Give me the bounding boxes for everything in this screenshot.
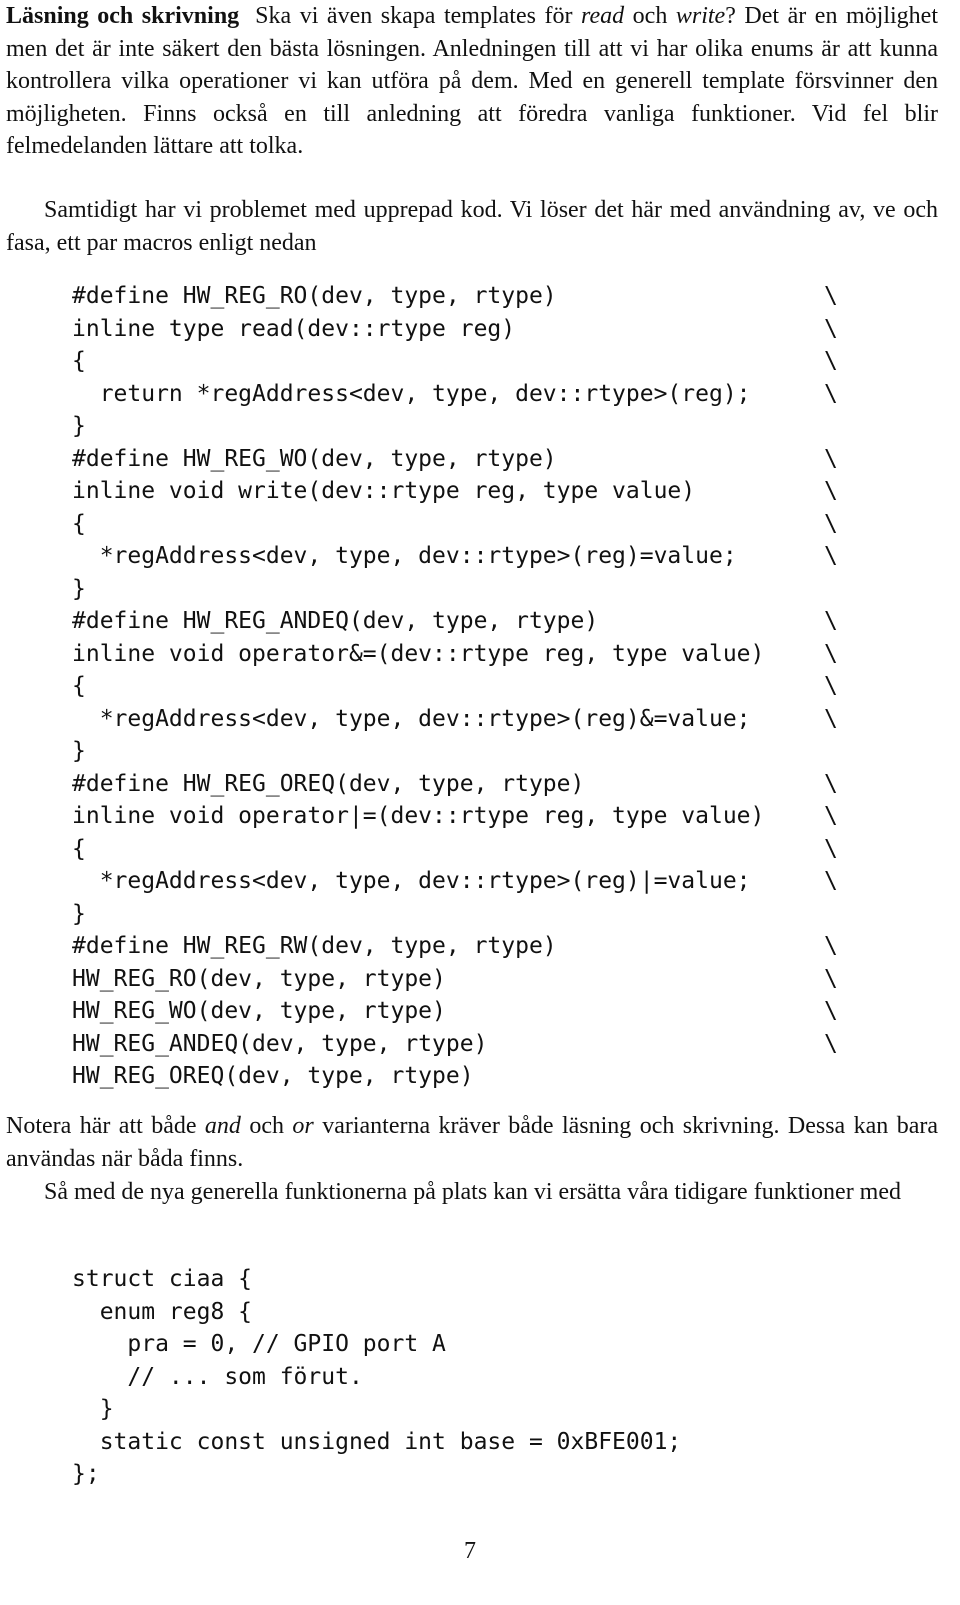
code-text: inline type read(dev::rtype reg) [72, 315, 516, 342]
intro-text-b: och [624, 3, 676, 29]
line-continuation: \ [824, 348, 838, 374]
code-line [72, 1263, 681, 1296]
line-continuation: \ [824, 933, 838, 959]
code-text: #define HW_REG_WO(dev, type, rtype) [72, 445, 557, 472]
page-number: 7 [464, 1538, 476, 1564]
code-line [72, 735, 764, 768]
line-continuation: \ [824, 315, 838, 342]
code-line [72, 573, 764, 606]
line-continuation: \ [824, 445, 838, 472]
code-line [72, 280, 838, 313]
repeated-code-paragraph [6, 194, 938, 259]
code-line [72, 313, 838, 346]
note-text-b: och [240, 1113, 293, 1139]
note-text-c: varianterna kräver både läsning och skrivning. Dessa kan bara användas när båda finns. [6, 1113, 938, 1172]
code-text: HW_REG_RO(dev, type, rtype) [72, 965, 446, 992]
repeated-code-text: Samtidigt har vi problemet med upprepad kod. Vi löser det här med användning av, ve och fasa, ett par macros enligt nedan [6, 197, 938, 256]
code-text: { [72, 348, 86, 374]
code-line [72, 930, 838, 963]
code-line [72, 670, 838, 703]
code-line [72, 1426, 681, 1459]
code-text: // ... som förut. [72, 1363, 363, 1390]
code-text: } [72, 1396, 114, 1422]
code-line [72, 345, 838, 378]
line-continuation: \ [824, 1030, 838, 1057]
code-text: return *regAddress<dev, type, dev::rtype>(reg); [72, 380, 751, 407]
and-keyword: and [204, 1113, 241, 1139]
code-line [72, 378, 838, 411]
code-text: } [72, 413, 86, 439]
code-line [72, 800, 838, 833]
line-continuation: \ [824, 705, 838, 732]
line-continuation: \ [824, 803, 838, 829]
replace-text: Så med de nya generella funktionerna på plats kan vi ersätta våra tidigare funktioner med [44, 1179, 902, 1205]
code-text: HW_REG_OREQ(dev, type, rtype) [72, 1063, 474, 1089]
code-line [72, 540, 838, 573]
line-continuation: \ [824, 510, 838, 537]
code-line [72, 1328, 681, 1361]
line-continuation: \ [824, 283, 838, 309]
note-paragraph [6, 1110, 938, 1175]
line-continuation: \ [824, 608, 838, 634]
code-text: }; [72, 1461, 100, 1487]
code-line [72, 1361, 681, 1394]
code-text: { [72, 510, 86, 537]
intro-text-c: ? Det är en möjlighet men det är inte säkert den bästa lösningen. Anledningen till att vi har olika enums är att kunna kontrollera vilka operationer vi kan utföra på dem. Med en generell template försvinner den möjligheten. Finns också en till anledning att föredra vanliga funktioner. Vid fel blir felmedelanden lättare att tolka. [6, 3, 938, 159]
code-line [72, 865, 838, 898]
intro-text-a: Ska vi även skapa templates för [255, 3, 582, 29]
code-text: inline void operator|=(dev::rtype reg, type value) [72, 803, 765, 829]
code-text: pra = 0, // GPIO port A [72, 1331, 446, 1357]
line-continuation: \ [824, 770, 838, 797]
code-line [72, 1458, 681, 1491]
code-line [72, 1393, 681, 1426]
intro-paragraph [6, 0, 938, 163]
code-text: HW_REG_WO(dev, type, rtype) [72, 998, 446, 1024]
code-text: static const unsigned int base = 0xBFE001; [72, 1428, 682, 1455]
macro-code-block [72, 280, 838, 1093]
line-continuation: \ [824, 673, 838, 699]
line-continuation: \ [824, 478, 838, 504]
code-text: } [72, 575, 86, 602]
code-text: } [72, 738, 86, 764]
code-line [72, 443, 838, 476]
replace-paragraph [6, 1176, 938, 1209]
line-continuation: \ [824, 640, 838, 667]
code-text: #define HW_REG_RW(dev, type, rtype) [72, 933, 557, 959]
code-text: enum reg8 { [72, 1298, 253, 1325]
code-line [72, 1296, 681, 1329]
line-continuation: \ [824, 868, 838, 894]
code-line [72, 475, 838, 508]
code-text: #define HW_REG_RO(dev, type, rtype) [72, 283, 557, 309]
code-text: struct ciaa { [72, 1266, 253, 1292]
code-text: { [72, 673, 86, 699]
code-text: inline void operator&=(dev::rtype reg, type value) [72, 640, 765, 667]
code-line [72, 995, 838, 1028]
section-heading: Läsning och skrivning [6, 3, 240, 29]
code-line [72, 605, 838, 638]
code-text: } [72, 900, 86, 927]
code-text: HW_REG_ANDEQ(dev, type, rtype) [72, 1030, 488, 1057]
code-text: inline void write(dev::rtype reg, type value) [72, 478, 696, 504]
code-line [72, 963, 838, 996]
code-text: *regAddress<dev, type, dev::rtype>(reg)=value; [72, 543, 737, 569]
code-text: { [72, 835, 86, 862]
line-continuation: \ [824, 380, 838, 407]
code-line [72, 508, 838, 541]
code-line [72, 1060, 764, 1093]
code-text: #define HW_REG_ANDEQ(dev, type, rtype) [72, 608, 599, 634]
code-line [72, 898, 764, 931]
code-line [72, 638, 838, 671]
code-line [72, 833, 838, 866]
code-line [72, 1028, 838, 1061]
code-text: #define HW_REG_OREQ(dev, type, rtype) [72, 770, 585, 797]
code-line [72, 410, 764, 443]
code-text: *regAddress<dev, type, dev::rtype>(reg)&=value; [72, 705, 751, 732]
read-keyword: read [581, 3, 625, 29]
line-continuation: \ [824, 998, 838, 1024]
write-keyword: write [675, 3, 726, 29]
line-continuation: \ [824, 965, 838, 992]
code-text: *regAddress<dev, type, dev::rtype>(reg)|=value; [72, 868, 751, 894]
note-text-a: Notera här att både [6, 1113, 205, 1139]
line-continuation: \ [824, 543, 838, 569]
or-keyword: or [292, 1113, 314, 1139]
code-line [72, 703, 838, 736]
line-continuation: \ [824, 835, 838, 862]
struct-code-block [72, 1263, 681, 1491]
code-line [72, 768, 838, 801]
